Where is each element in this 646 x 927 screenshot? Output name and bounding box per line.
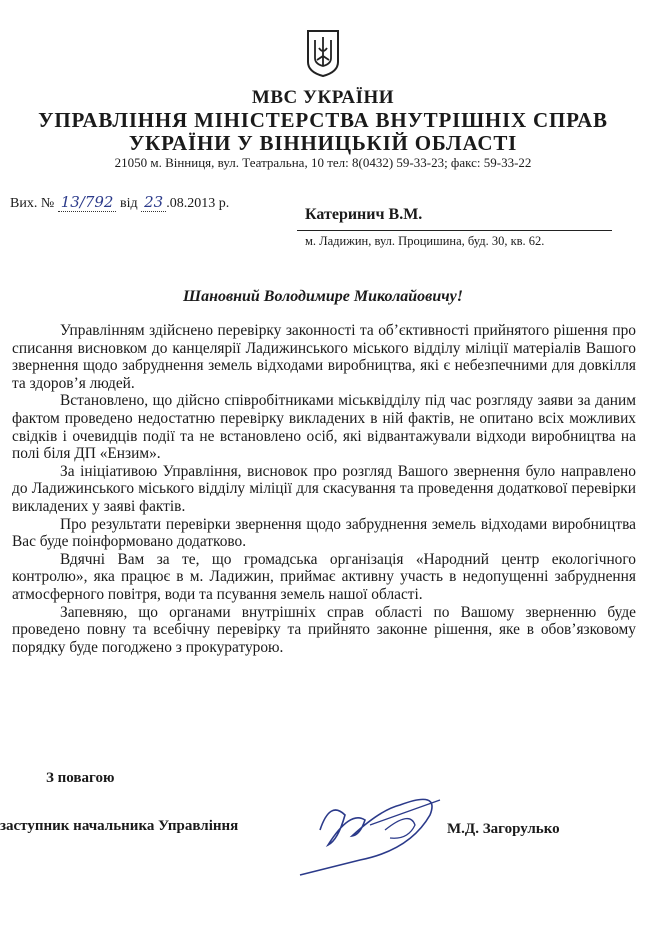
outgoing-number: 13/792 [58, 193, 117, 212]
handwritten-signature [290, 770, 450, 880]
body-paragraph: Встановлено, що дійсно співробітниками міськвідділу під час розгляду заяви за даним фактом проведено недостатню перевірку викладених в ній фактів, не опитано всіх можливих свідків і очевидців події та не встановлено осіб, які відвантажували відходи виробництва на полі біля ДП «Ензим». [12, 392, 636, 463]
department-title-line2: УКРАЇНИ У ВІННИЦЬКІЙ ОБЛАСТІ [128, 131, 518, 155]
letterhead-address: 21050 м. Вінниця, вул. Театральна, 10 тел: 8(0432) 59-33-23; факс: 59-33-22 [114, 155, 532, 170]
body-paragraph: Вдячні Вам за те, що громадська організація «Народний центр екологічного контролю», яка працює в м. Ладижин, приймає активну участь в недопущенні забруднення атмосферного повітря, води та псування земель нашої області. [12, 550, 636, 603]
recipient-divider [297, 230, 612, 231]
outgoing-date-rest: .08.2013 р. [166, 196, 230, 211]
recipient-name: Катеринич В.М. [305, 206, 423, 223]
ministry-title: МВС УКРАЇНИ [251, 87, 395, 108]
body-paragraph: Про результати перевірки звернення щодо забруднення земель відходами виробництва Вас буде поінформовано додатково. [12, 515, 636, 551]
department-title-line1: УПРАВЛІННЯ МІНІСТЕРСТВА ВНУТРІШНІХ СПРАВ [38, 108, 608, 132]
body-paragraph: Запевняю, що органами внутрішніх справ області по Вашому зверненню буде проведено повну та всебічну перевірку та прийнято законне рішення, яке в обов’язковому порядку буде погоджено з прокуратурою. [12, 603, 636, 656]
outgoing-day: 23 [141, 193, 166, 212]
outgoing-date-word: від [119, 196, 138, 211]
signatory-position: заступник начальника Управління [0, 818, 239, 834]
tryzub-emblem-icon [305, 28, 341, 78]
recipient-address: м. Ладижин, вул. Процишина, буд. 30, кв. 62. [305, 234, 545, 248]
body-paragraph: За ініціативою Управління, висновок про розгляд Вашого звернення було направлено до Ладижинського міського відділу міліції для скасування та проведення додаткової перевірки викладених у заяві фактів. [12, 462, 636, 515]
outgoing-reference [10, 193, 229, 212]
body-paragraph: Управлінням здійснено перевірку законності та об’єктивності прийнятого рішення про списання висновком до канцелярії Ладижинського міського відділу міліції матеріалів Вашого звернення щодо забруднення земель відходами виробництва, які є небезпечними для довкілля та здоров’я людей. [12, 322, 636, 392]
salutation: Шановний Володимире Миколайовичу! [183, 288, 463, 305]
signer-name: М.Д. Загорулько [447, 821, 560, 837]
closing-regards: З повагою [46, 770, 115, 786]
letter-body [12, 322, 636, 656]
outgoing-prefix: Вих. № [10, 196, 55, 211]
